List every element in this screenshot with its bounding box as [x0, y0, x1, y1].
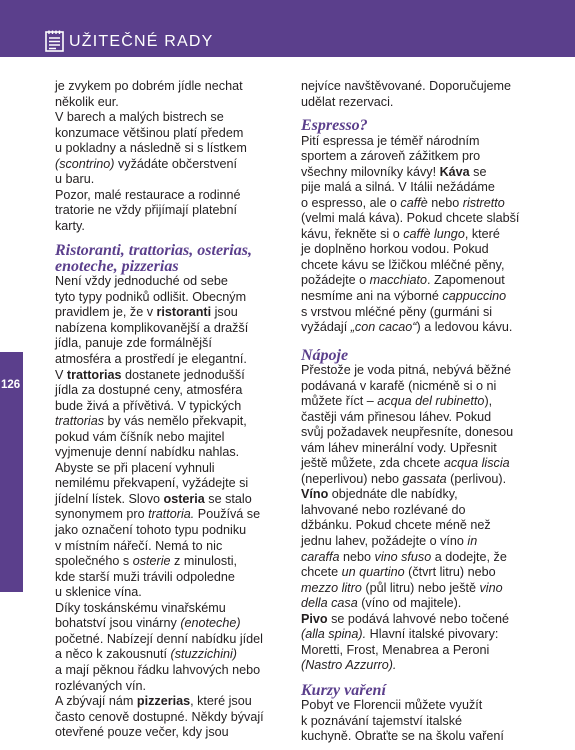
- page-number: 126: [1, 379, 21, 391]
- paragraph: Pivo se podává lahvové nebo točené (alla spina). Hlavní italské pivovary: Moretti, Frost, Menabrea a Peroni (Nastro Azzurro).: [301, 611, 509, 673]
- section-heading: Nápoje: [301, 346, 349, 364]
- paragraph: Pozor, malé restaurace a rodinné tratorie ne vždy přijímají platební karty.: [55, 187, 241, 233]
- paragraph: A zbývají nám pizzerias, které jsou často cenově dostupné. Někdy bývají otevřené pouze večer, kdy jsou: [55, 694, 264, 740]
- paragraph: je zvykem po dobrém jídle nechat několik eur.: [55, 79, 243, 109]
- paragraph: Není vždy jednoduché od sebe tyto typy podniků odlišit. Obecným pravidlem je, že v ristoranti jsou nabízena komplikovanější a dražší jídla, panuje zde formálnější atmosféra a prostředí je elegantní. V trattorias dostanete jednodušší jídla za dostupné ceny, atmosféra bude živá a přívětivá. V typických trattorias by vás nemělo překvapit, pokud vám číšník nebo majitel vyjmenuje denní nabídku nahlas. Abyste se při placení vyhnuli nemilému překvapení, vyžádejte si jídelní lístek. Slovo osteria se stalo synonymem pro trattoria. Používá se jako označení tohoto typu podniku v místním nářečí. Nemá to nic společného s osterie z minulosti, kde starší muži trávili odpoledne u sklenice vína.: [55, 274, 261, 600]
- paragraph: Pití espressa je téměř národním sportem a zároveň zážitkem pro všechny milovníky kávy! Káva se pije malá a silná. V Itálii nežádáme o espresso, ale o caffè nebo ristretto (velmi malá káva). Pokud chcete slabší kávu, řekněte si o caffè lungo, které je doplněno horkou vodou. Pokud chcete kávu se lžičkou mléčné pěny, požádejte o macchiato. Zapomenout nesmíme ani na výborné cappuccino s vrstvou mléčné pěny (gurmáni si vyžádají „con cacao“) a ledovou kávu.: [301, 133, 520, 335]
- section-heading: Ristoranti, trattorias, osterias, enoteche, pizzerias: [55, 242, 252, 275]
- paragraph: Pobyt ve Florencii můžete využít k poznávání tajemství italské kuchyně. Obraťte se na školu vaření: [301, 698, 504, 744]
- notepad-list-icon: [45, 30, 64, 52]
- paragraph: Přestože je voda pitná, nebývá běžné podávaná v karafě (nicméně si o ni můžete říct – acqua del rubinetto), častěji vám přinesou láhev. Pokud svůj požadavek neupřesníte, donesou vám láhev minerální vody. Upřesnit ještě můžete, zda chcete acqua liscia (neperlivou) nebo gassata (perlivou). Víno objednáte dle nabídky, lahvované nebo rozlévané do džbánku. Pokud chcete méně než jednu lahev, požádejte o víno in caraffa nebo vino sfuso a dodejte, že chcete un quartino (čtvrt litru) nebo mezzo litro (půl litru) nebo ještě vino della casa (víno od majitele).: [301, 363, 514, 611]
- section-title: UŽITEČNÉ RADY: [69, 33, 214, 50]
- section-heading: Espresso?: [301, 117, 368, 135]
- section-heading: Kurzy vaření: [301, 681, 386, 699]
- left-column: [55, 79, 280, 741]
- paragraph: Díky toskánskému vinařskému bohatství jsou vinárny (enoteche) početné. Nabízejí denní nabídku jídel a něco k zakousnutí (stuzzichini) a mají pěknou řádku lahvových nebo rozlévaných vín.: [55, 600, 263, 693]
- header-bar: [0, 0, 575, 57]
- right-column: [301, 79, 527, 745]
- paragraph: V barech a malých bistrech se konzumace většinou platí předem u pokladny a následně si s lístkem (scontrino) vyžádáte občerstvení u baru.: [55, 110, 247, 187]
- paragraph: nejvíce navštěvované. Doporučujeme udělat rezervaci.: [301, 79, 512, 109]
